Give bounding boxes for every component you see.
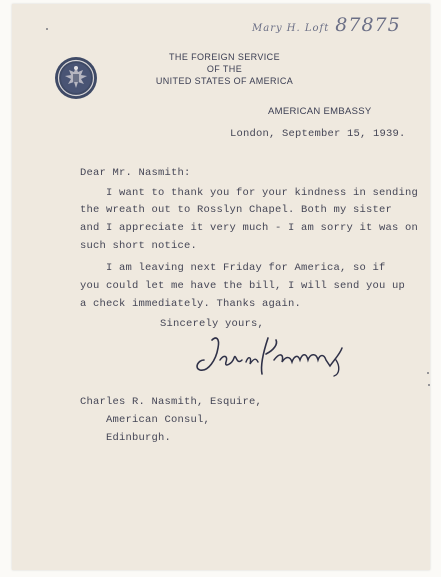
body-line: I want to thank you for your kindness in sending bbox=[106, 187, 419, 199]
body-line: such short notice. bbox=[80, 240, 198, 252]
body-line: I am leaving next Friday for America, so if bbox=[106, 262, 386, 274]
body-line: a check immediately. Thanks again. bbox=[80, 298, 302, 310]
archive-annotation bbox=[252, 14, 401, 36]
annotation-number: 87875 bbox=[335, 14, 401, 36]
letterhead-line-1: THE FOREIGN SERVICE bbox=[169, 52, 280, 62]
letter-sheet bbox=[12, 4, 430, 570]
letterhead-line-2: OF THE bbox=[206, 64, 243, 74]
paper-mark bbox=[427, 372, 429, 374]
paper-mark bbox=[46, 28, 48, 30]
body-line: you could let me have the bill, I will send you up bbox=[80, 280, 406, 292]
closing: Sincerely yours, bbox=[160, 318, 265, 330]
letterhead-line-3: UNITED STATES OF AMERICA bbox=[155, 76, 294, 86]
salutation: Dear Mr. Nasmith: bbox=[80, 167, 191, 179]
annotation-prefix: Mary H. Loft bbox=[252, 23, 330, 34]
dateline: London, September 15, 1939. bbox=[230, 128, 406, 140]
body-line: and I appreciate it very much - I am sorry it was on bbox=[80, 222, 419, 234]
recipient-name: Charles R. Nasmith, Esquire, bbox=[80, 396, 263, 408]
embassy-heading: AMERICAN EMBASSY bbox=[268, 106, 372, 117]
paper-mark bbox=[428, 384, 430, 386]
recipient-city: Edinburgh. bbox=[106, 432, 172, 444]
handwritten-signature bbox=[190, 330, 370, 380]
recipient-title: American Consul, bbox=[106, 414, 211, 426]
body-line: the wreath out to Rosslyn Chapel. Both my sister bbox=[80, 204, 393, 216]
